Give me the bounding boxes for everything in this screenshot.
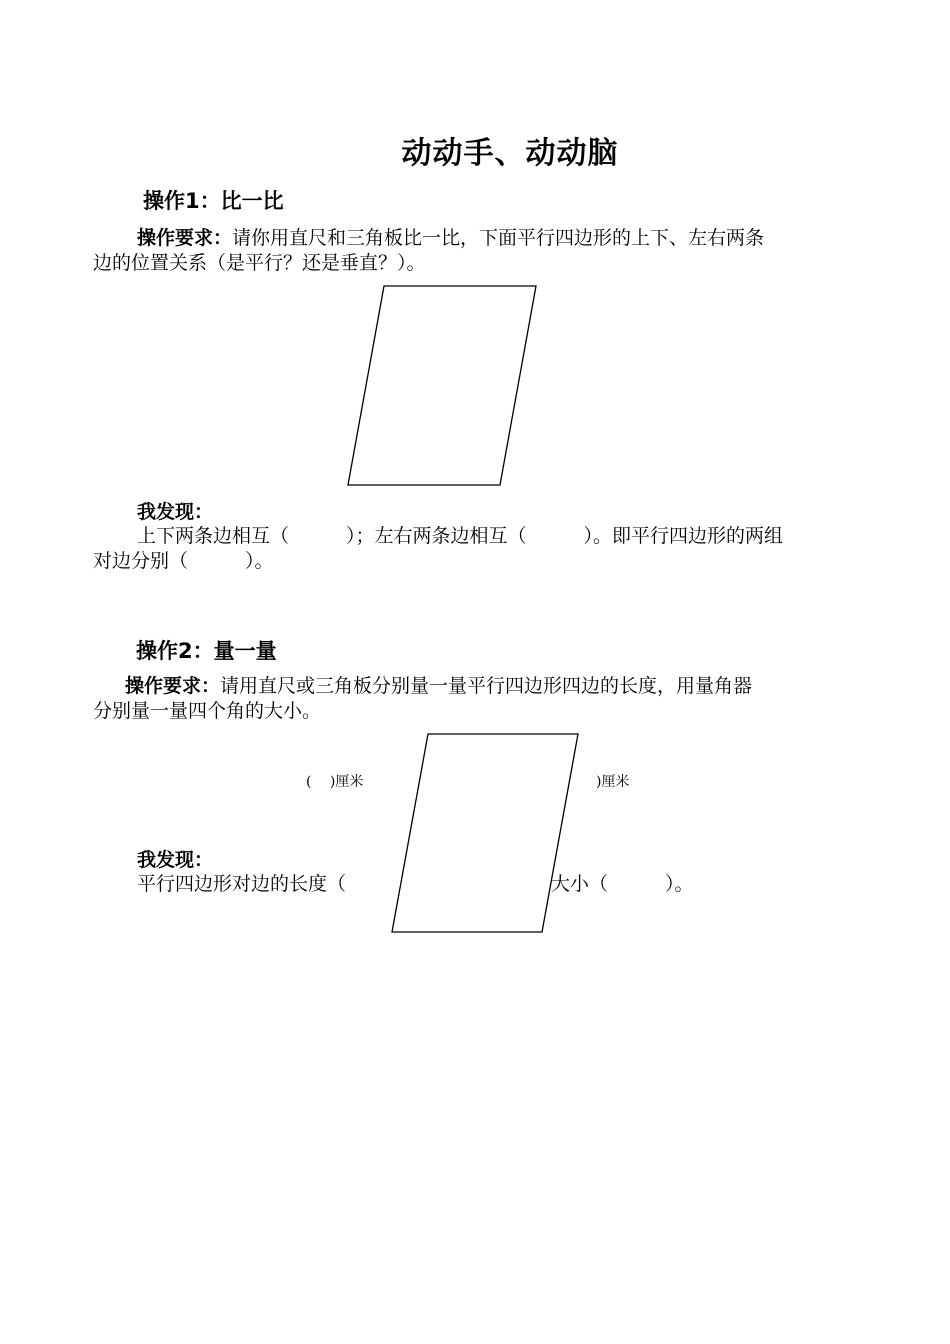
op1-heading: 操作1：比一比 [143,189,284,213]
page-title: 动动手、动动脑 [401,136,619,171]
op2-requirement-text: 请用直尺或三角板分别量一量平行四边形四边的长度，用量角器 [220,675,753,697]
op2-requirement-line2: 分别量一量四个角的大小。 [93,700,322,722]
op2-requirement-label: 操作要求： [125,675,221,697]
op2-heading: 操作2：量一量 [136,639,277,663]
left-side-length-label: ( )厘米 [306,774,364,790]
op1-discover-label: 我发现： [137,501,214,523]
op1-requirement-label: 操作要求： [137,227,233,249]
op1-requirement-line2: 边的位置关系（是平行？还是垂直？）。 [93,252,426,274]
op2-discover-text-left: 平行四边形对边的长度（ [137,873,347,895]
op1-requirement-text: 请你用直尺和三角板比一比，下面平行四边形的上下、左右两条 [232,227,765,249]
op1-discover-line2: 对边分别（ ）。 [93,550,274,572]
op2-discover-text-right: 大小（ ）。 [551,873,694,895]
right-side-length-label: )厘米 [596,774,630,790]
op2-discover-label: 我发现： [137,849,214,871]
op1-discover-line1: 上下两条边相互（ ）；左右两条边相互（ ）。即平行四边形的两组 [137,525,784,547]
